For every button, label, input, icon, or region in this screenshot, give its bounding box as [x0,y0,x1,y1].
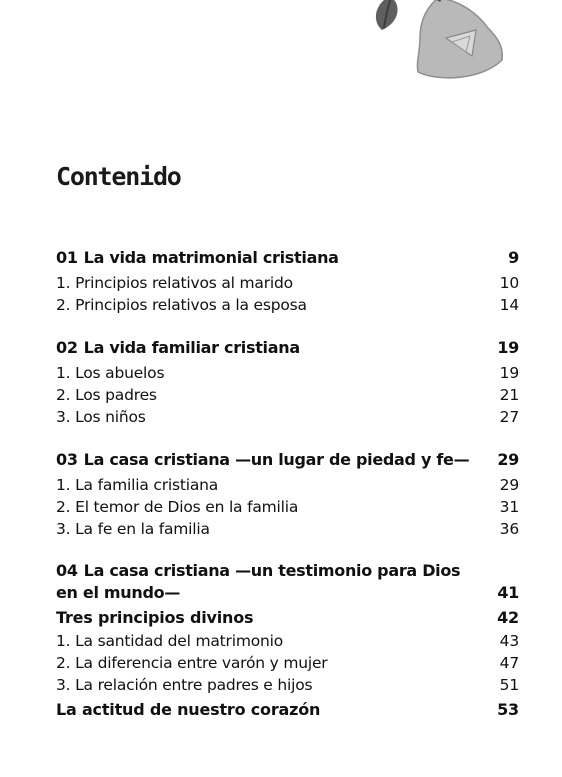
subsection-title: La actitud de nuestro corazón [56,700,321,719]
chapter-heading[interactable] [56,246,519,270]
toc-chapter-01 [56,246,519,316]
toc-entry[interactable] [56,674,519,696]
entry-title: 3. Los niños [56,408,146,426]
chapter-title-line2: en el mundo— [56,583,181,602]
entry-title: 1. Principios relativos al marido [56,274,293,292]
page-number: 47 [499,654,519,672]
toc-entry[interactable] [56,474,519,496]
table-of-contents [56,246,519,742]
toc-entry[interactable] [56,406,519,428]
page-number: 51 [499,676,519,694]
toc-subsection[interactable] [56,698,519,722]
entry-title: 3. La relación entre padres e hijos [56,676,313,694]
entry-title: 1. La familia cristiana [56,476,219,494]
toc-entry[interactable] [56,272,519,294]
page-number: 27 [499,408,519,426]
entry-title: 1. La santidad del matrimonio [56,632,284,650]
page-number: 19 [497,338,519,357]
page-number: 36 [499,520,519,538]
page-number: 9 [508,248,519,267]
chapter-number: 04 [56,561,78,580]
chapter-title: La vida familiar cristiana [83,338,300,357]
chapter-title: La casa cristiana —un lugar de piedad y fe— [83,450,470,469]
chapter-title-line1: La casa cristiana —un testimonio para Dios [83,561,461,580]
chapter-number: 01 [56,248,78,267]
entry-title: 2. El temor de Dios en la familia [56,498,299,516]
page-number: 53 [497,700,519,719]
entry-title: 2. La diferencia entre varón y mujer [56,654,328,672]
toc-entry[interactable] [56,362,519,384]
toc-entry[interactable] [56,518,519,540]
toc-chapter-02 [56,336,519,428]
page-number: 31 [499,498,519,516]
chapter-title: La vida matrimonial cristiana [83,248,339,267]
bell-illustration [360,0,520,89]
chapter-heading[interactable] [56,560,519,604]
toc-entry[interactable] [56,294,519,316]
entry-title: 2. Los padres [56,386,157,404]
page-number: 42 [497,608,519,627]
toc-entry[interactable] [56,384,519,406]
page-number: 10 [499,274,519,292]
chapter-heading[interactable] [56,448,519,472]
chapter-number: 03 [56,450,78,469]
chapter-heading[interactable] [56,336,519,360]
page-number: 19 [499,364,519,382]
page-number: 29 [497,450,519,469]
entry-title: 3. La fe en la familia [56,520,210,538]
page-number: 41 [497,583,519,602]
toc-chapter-03 [56,448,519,540]
toc-entry[interactable] [56,630,519,652]
toc-subsection[interactable] [56,606,519,630]
page-number: 21 [499,386,519,404]
toc-entry[interactable] [56,496,519,518]
toc-chapter-04 [56,560,519,722]
page-number: 29 [499,476,519,494]
page-title: Contenido [56,162,181,191]
subsection-title: Tres principios divinos [56,608,254,627]
page-number: 14 [499,296,519,314]
entry-title: 1. Los abuelos [56,364,165,382]
entry-title: 2. Principios relativos a la esposa [56,296,307,314]
toc-entry[interactable] [56,652,519,674]
chapter-number: 02 [56,338,78,357]
page-number: 43 [499,632,519,650]
